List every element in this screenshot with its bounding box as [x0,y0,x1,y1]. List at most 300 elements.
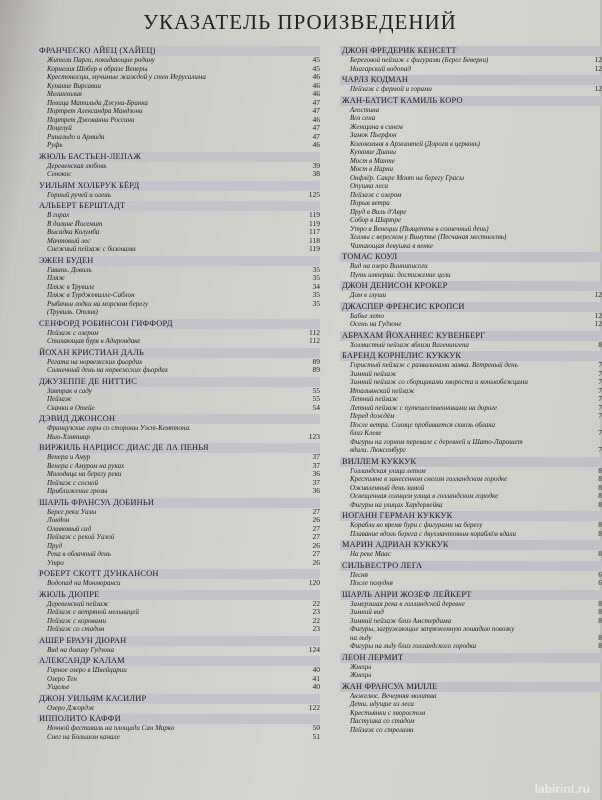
work-title: В горах [47,211,70,219]
work-title: Снежный пейзаж с бизонами [47,245,136,253]
work-entry [37,274,320,283]
page-number: 47 [312,97,320,107]
work-entry [340,123,602,132]
work-title: Пейзаж с ветряной мельницей [47,608,139,616]
page-number: 12 [594,84,602,93]
page-number: 37 [312,460,320,470]
page-number: 125 [308,189,320,199]
author-heading: ШАРЛЬ ФРАНСУА ДОБИНЬИ [37,498,320,508]
work-entry [340,242,602,251]
work-title: Регата на норвежских фьордах [47,357,143,366]
work-title: Сенокос [47,170,72,178]
work-entry [37,479,320,488]
work-entry [37,107,320,116]
work-title: Гавань. Довиль [47,265,92,274]
work-title: Пейзаж со стрелами [350,725,414,734]
work-title: Холмистый пейзаж вблизи Вагенингена [350,340,469,349]
work-entry [37,424,320,433]
watermark-logo: labirint.ru [534,782,590,796]
page-number: 123 [308,431,320,441]
work-entry [340,148,602,157]
work-title: Зимний пейзаж [350,369,397,378]
work-entry [340,157,602,166]
work-title: Перед дождём [350,412,395,420]
author-heading: РОБЕРТ СКОТТ ДУНКАНСОН [37,569,320,579]
work-entry [37,337,320,346]
work-entry [340,56,602,65]
page-number: 8 [598,520,602,529]
page-number: 41 [312,673,320,683]
author-heading: ЛЕОН ЛЕРМИТ [340,653,602,663]
work-entry [37,191,320,200]
work-title: Холмы с вереском у Вимутье (Песчаная местность) [350,233,507,241]
work-title: Пейзаж с рекой Уазой [47,533,115,541]
work-entry [37,462,320,471]
work-title: Жнецы [350,671,372,679]
work-entry [37,666,320,675]
work-title: Фигуры на льду близ голландского городка [350,642,477,650]
page-number: 27 [312,506,320,516]
work-title: Приближение грозы [47,487,108,495]
work-entry [37,300,320,309]
work-entry [340,65,602,74]
work-entry [37,291,320,300]
work-entry [340,412,602,421]
author-heading: ЭЖЕН БУДЕН [37,256,320,266]
work-title: Пейзаж с сосной [47,478,99,487]
work-entry [37,470,320,479]
work-entry [37,508,320,517]
work-title: Снег на Большом канале [47,732,120,741]
work-entry [37,600,320,609]
author-heading: АБРАХАМ ЙОХАННЕС КУВЕНБЕРГ [340,331,602,341]
work-title: Пляж в Турджевилле-Саблон [47,291,135,299]
work-title: Женщина в синем [350,122,403,131]
page-number: 23 [312,624,320,633]
page-number: 27 [312,532,320,541]
work-entry [37,487,320,496]
work-title: Жители Парги, покидающие родину [47,56,155,64]
work-title: Фигуры на горном перевале с деревней и Шато-Ларошет [350,437,523,446]
work-entry [37,82,320,91]
page-number: 27 [312,549,320,558]
page-number: 26 [312,515,320,524]
work-title: Онфлёр. Сакре Монт на берегу Грасы [350,173,465,182]
work-entry [37,395,320,404]
author-heading: ФРАНЧЕСКО АЙЕЦ (ХАЙЕЦ) [37,46,320,56]
work-entry [37,124,320,133]
page-number: 8 [598,482,602,492]
work-title: Река в облачный день [47,550,111,558]
work-entry [340,709,602,718]
work-title: Путь империи: достижение цели [350,270,451,279]
page-number: 120 [308,578,320,587]
page-title: УКАЗАТЕЛЬ ПРОИЗВЕДЕНИЙ [143,10,457,34]
work-entry [37,141,320,150]
author-heading: АЛЕКСАНДР КАЛАМ [37,656,320,666]
work-entry [37,358,320,367]
work-title: Собор в Шартре [350,216,401,224]
work-entry [340,492,602,501]
work-title: Колокольня в Аржантей (Дорога в церковь) [350,139,480,148]
work-entry [340,726,602,735]
work-title: Фигуры, загружающие запряженную лошадью повозку [350,625,515,633]
work-entry [37,245,320,254]
work-title: Водопад на Монморанси [47,579,121,587]
page-number: 6 [598,569,602,579]
work-title: Летний пейзаж [350,395,398,403]
work-entry [37,433,320,442]
work-title: Венера с Амуром на руках [47,461,125,470]
author-heading: ЖЮЛЬ ДЮПРЕ [37,590,320,600]
page-number: 7 [598,428,602,437]
page-number: 40 [312,682,320,691]
work-entry [340,395,602,404]
work-entry [37,404,320,413]
page-number: 8 [598,615,602,625]
page-number: 46 [312,114,320,124]
work-title: Завтрак в саду [47,386,92,395]
work-entry [37,453,320,462]
work-title: Ночной фестиваль на площади Сан Марко [47,724,175,732]
page-number: 12 [594,310,602,320]
page-number: 122 [308,702,320,712]
work-entry [340,521,602,530]
page-number: 112 [309,327,320,337]
work-title: Читающая девушка в венке [350,241,433,250]
page-number: 8 [598,549,602,558]
work-title: Воз сена [350,114,376,122]
author-heading: СИЛЬВЕСТРО ЛЕГА [340,561,602,571]
page-number: 12 [594,319,602,328]
work-entry [37,550,320,559]
page-number: 38 [312,169,320,178]
work-title: Деревенская любовь [47,161,107,170]
author-heading: ДЖОН ДЕНИСОН КРОКЕР [340,281,602,291]
work-title: Оживленный день зимой [350,483,425,492]
work-entry [37,211,320,220]
work-title: Венера и Амур [47,453,91,461]
page-number: 124 [308,644,320,654]
page-number: 8 [598,491,602,500]
author-heading: ДЖОН ФРЕДЕРИК КЕНСЕТТ [340,46,602,56]
work-entry [340,387,602,396]
author-heading: ДЖАСПЕР ФРЕНСИС КРОПСИ [340,302,602,312]
work-entry [340,174,602,183]
work-title: Купание Дианы [350,148,396,156]
page-number: 89 [312,365,320,374]
work-title: Рыбачьи лодки на морском берегу [47,299,149,308]
work-title: Опушка леса [350,182,388,190]
work-title: Портрет Александра Мандзони [47,107,143,115]
work-entry [340,579,602,588]
work-title: Озеро Тен [47,674,77,683]
work-title: Зимний вид [350,608,384,616]
work-entry [340,404,602,413]
work-title: Нью-Хэмпшир [47,432,90,441]
work-title: Горный ручей и олень [47,190,111,199]
author-heading: ЖЮЛЬ БАСТЬЕН-ЛЕПАЖ [37,152,320,162]
author-heading: ДЖУЗЕППЕ ДЕ НИТТИС [37,377,320,387]
work-entry [340,484,602,493]
work-title: Пруд [47,541,63,550]
work-title: После полудня [350,579,393,587]
work-entry [340,114,602,123]
page-number: 46 [312,80,320,90]
work-entry [37,387,320,396]
work-title: Корабли во время бури с фигурами на берегу [350,521,483,529]
page-number: 8 [598,632,602,642]
work-entry [37,724,320,733]
page-number: 89 [312,356,320,366]
work-title: Гористый пейзаж с развалинами замка. Ветреный день [350,361,518,369]
work-title: Французские горы со стороны Уэст-Кемптона. [47,424,191,432]
work-entry [37,170,320,179]
work-entry [340,320,602,329]
work-title: Озеро Джордж [47,703,95,712]
page-number: 47 [312,106,320,115]
author-heading: ЧАРЛЗ КОДМАН [340,75,602,85]
work-entry [37,675,320,684]
work-entry [340,446,602,455]
work-entry [37,625,320,634]
author-heading: ВИРЖИЛЬ НАРЦИСС ДИАС ДЕ ЛА ПЕНЬЯ [37,443,320,453]
author-heading: АШЕР БРАУН ДЮРАН [37,636,320,646]
page-number: 50 [312,723,320,732]
page-number: 27 [312,523,320,533]
author-heading: ДЭВИД ДЖОНСОН [37,414,320,424]
work-title: Ринальдо и Армида [47,132,105,141]
author-heading: МАРИН АДРИАН КУККУК [340,540,602,550]
author-heading: ИППОЛИТО КАФФИ [37,714,320,724]
work-title: Пейзаж с озером [47,328,99,337]
work-entry [37,308,320,317]
page-number: 51 [312,731,320,741]
work-entry [37,90,320,99]
page-number: 8 [598,474,602,483]
page-number: 119 [309,218,320,228]
work-entry [340,106,602,115]
work-title: Фигуры на улицах Хардервейка [350,500,443,509]
author-heading: БАРЕНД КОРНЕЛИС КУККУК [340,351,602,361]
work-title: Певица Матильда Джуна-Бранка [47,98,148,107]
work-title: Агостина [350,105,380,114]
work-title: Пейзаж с озером [350,190,402,199]
work-title: Итальянский пейзаж [350,386,415,395]
work-title: Анжелюс. Вечерняя молитва [350,691,437,700]
work-entry [37,608,320,617]
work-title: Пастушка со стадом [350,717,415,725]
page-number: 8 [598,339,602,349]
work-title: Оливковый сад [47,524,92,533]
page-number: 8 [598,607,602,616]
page-number: 26 [312,557,320,567]
work-title: Купание Вирсавии [47,81,102,90]
work-entry [37,525,320,534]
work-entry [340,291,602,300]
page-number: 12 [594,290,602,299]
work-title: Зимний пейзаж близ Амстердама [350,616,452,625]
work-entry [37,116,320,125]
page-number: 8 [598,598,602,608]
work-entry [37,220,320,229]
author-heading: СЕНФОРД РОБИНСОН ГИФФОРД [37,319,320,329]
work-title: Жнецы [350,662,372,671]
work-entry [340,438,602,447]
index-column-right [340,44,602,734]
page-number: 37 [312,477,320,487]
work-entry [37,65,320,74]
work-entry [340,165,602,174]
work-entry [340,501,602,510]
author-heading: ЖАН ФРАНСУА МИЛЛЕ [340,682,602,692]
work-entry [340,370,602,379]
work-title: В долине Йосемит [47,219,103,228]
work-title: Вид на долину Гудзона [47,645,114,654]
work-title: Песня [350,570,368,579]
page-number: 119 [309,244,320,253]
work-entry [340,262,602,271]
page-number: 47 [312,131,320,141]
work-entry [340,571,602,580]
work-entry [340,216,602,225]
page-number: 47 [312,123,320,132]
work-title: На реке Маас [350,550,391,558]
work-entry [340,700,602,709]
page-number: 35 [312,264,320,274]
page-number: 54 [312,402,320,412]
work-title: Пейзаж с фермой и горами [350,85,432,93]
work-entry [37,683,320,692]
work-entry [340,671,602,680]
work-title: Скачки в Отейе [47,403,95,412]
work-title: Освещенная солнцем улица в голландском городке [350,492,499,500]
work-entry [37,283,320,292]
work-title: Пейзаж с коровами [47,616,106,625]
page-number: 7 [598,445,602,454]
work-entry [340,429,602,438]
work-entry [340,421,602,430]
work-title: Пруд в Виль д'Авре [350,207,407,216]
page-number: 37 [312,452,320,461]
page-number: 40 [312,665,320,674]
page-number: 7 [598,360,602,369]
page-number: 119 [309,210,320,219]
page-number: 46 [312,89,320,98]
page-number: 12 [594,63,602,73]
work-title: Порыв ветра [350,199,390,207]
work-entry [340,608,602,617]
work-entry [37,646,320,655]
work-title: Замок Пьерфон [350,131,397,139]
work-title: Летний пейзаж с путешественниками на дороге [350,403,498,412]
work-title: вдали. Люксембург [350,446,406,454]
work-entry [37,559,320,568]
work-title: Солнечный день на норвежских фьордах [47,366,168,374]
page-number: 12 [594,55,602,64]
work-title: Ниагарский водопад [350,64,411,73]
page-number: 7 [598,385,602,395]
work-entry [37,99,320,108]
work-entry [37,516,320,525]
author-heading: ДЖОН УИЛЬЯМ КАСИЛИР [37,694,320,704]
work-title: Плавание вдоль берега с двухмачтовым кораблём вдали [350,529,517,538]
work-entry [340,191,602,200]
work-entry [340,692,602,701]
work-entry [37,542,320,551]
work-title: Мост в Манте [350,156,395,165]
page-number: 35 [312,298,320,308]
page-number: 39 [312,160,320,170]
work-title: Молодица на берегу реки [47,470,122,478]
index-column-left [37,44,320,741]
work-entry [340,467,602,476]
author-heading: НОГАНН ГЕРМАН КУККУК [340,511,602,521]
work-title: Дом в глуши [350,291,387,299]
work-entry [37,533,320,542]
work-entry [340,233,602,242]
page-number: 45 [312,63,320,73]
author-heading: ЖАН-БАТИСТ КАМИЛЬ КОРО [340,96,602,106]
work-title: Руфь [47,141,63,149]
work-title: Крестьяне в занесенном снегом голландском городке [350,475,508,483]
page-number: 118 [309,235,320,245]
page-number: 46 [312,72,320,81]
work-title: Бабье лето [350,311,384,320]
work-title: Вид на озеро Винниписоги [350,262,428,270]
work-title: Крестоносцы, мучимые жаждой у стен Иерусалима [47,73,206,81]
page-number: 45 [312,55,320,64]
page-number: 36 [312,486,320,495]
work-title: Пляж в Трувиле [47,282,95,291]
work-entry [340,717,602,726]
work-title: Меланхолия [47,90,82,98]
author-heading: ШАРЛЬ АНРИ ЖОЗЕФ ЛЕЙКЕРТ [340,590,602,600]
work-title: Утро в Венеции (Пьяцетта в солнечный день) [350,224,489,233]
work-title: Лондон [47,516,70,524]
page-number: 34 [312,281,320,291]
author-heading: ЙОХАН КРИСТИАН ДАЛЬ [37,348,320,358]
page-number: 8 [598,465,602,475]
work-entry [340,475,602,484]
work-entry [340,199,602,208]
author-heading: ТОМАС КОУЛ [340,252,602,262]
work-entry [37,237,320,246]
page-number: 36 [312,469,320,478]
work-title: Горное озеро в Швейцарии [47,666,127,674]
work-title: Пляж [47,274,65,282]
work-title: Корнелия Шобер в образе Венеры [47,64,148,73]
page-number: 7 [598,411,602,420]
work-entry [340,634,602,643]
page-number: 22 [312,598,320,608]
page-number: 8 [598,528,602,538]
work-entry [340,600,602,609]
work-entry [340,131,602,140]
work-title: Утро [47,558,64,567]
work-entry [37,56,320,65]
work-entry [340,182,602,191]
work-title: После ветра. Солнце пробивается сквозь облака [350,420,495,429]
work-title: Стихающая буря в Адирондаке [47,337,141,345]
work-entry [37,266,320,275]
work-entry [37,228,320,237]
page-number: 117 [309,227,320,236]
work-entry [340,208,602,217]
page-number: 26 [312,540,320,550]
page-number: 8 [598,641,602,650]
work-entry [340,550,602,559]
